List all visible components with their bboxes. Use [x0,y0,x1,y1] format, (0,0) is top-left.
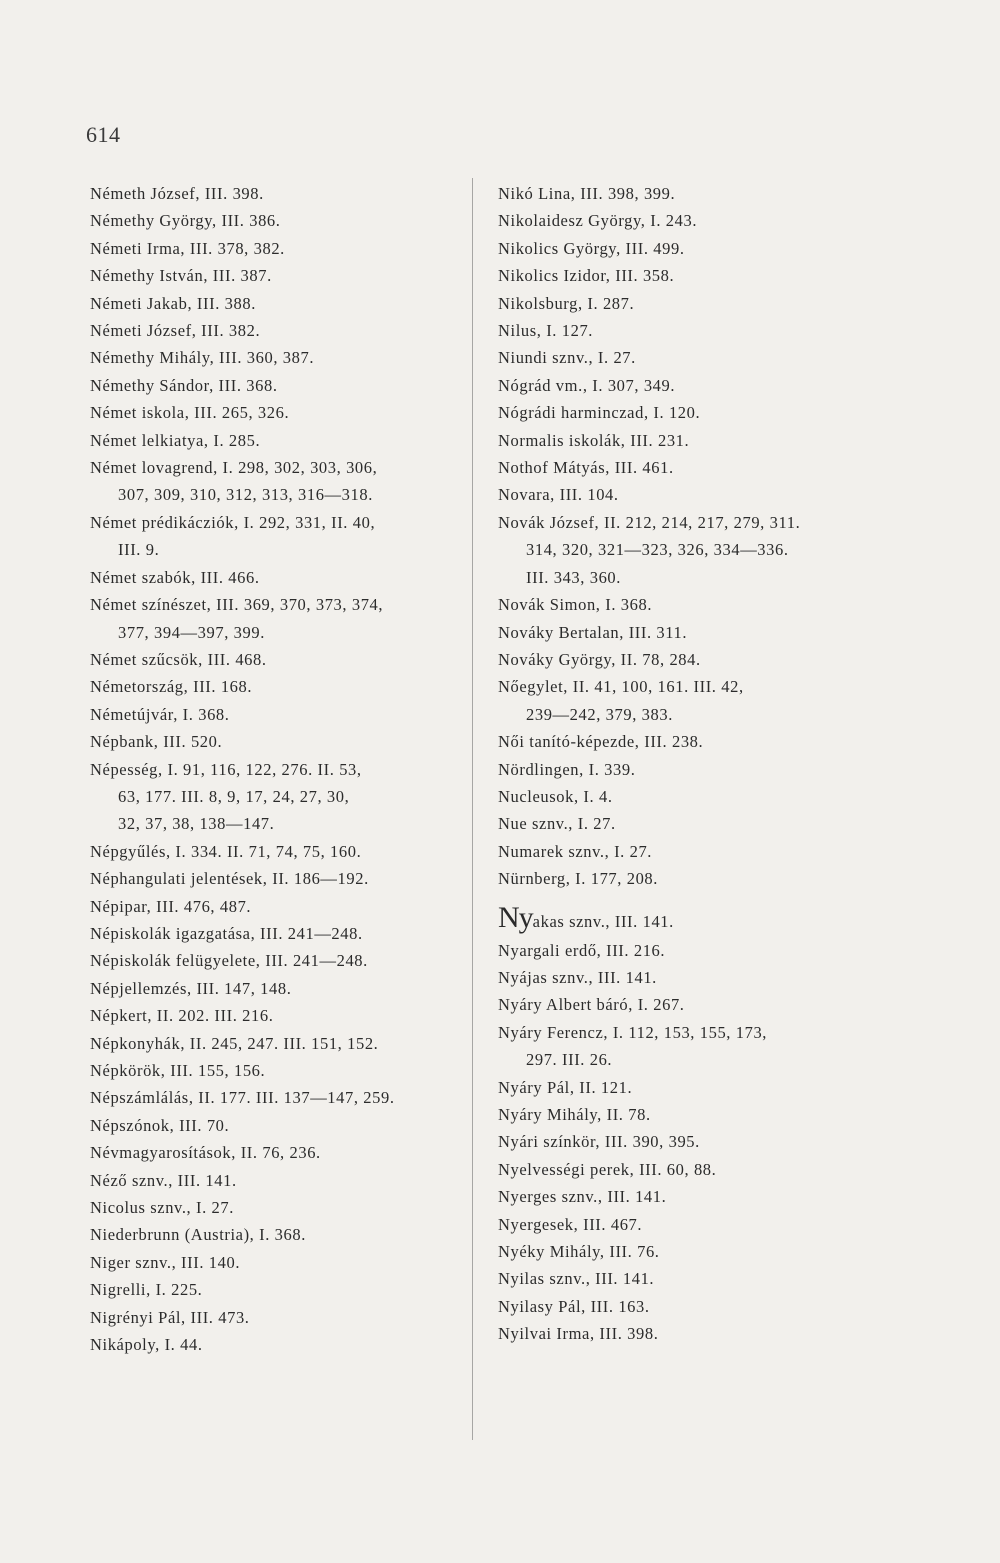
entry-line: Nőegylet, II. 41, 100, 161. III. 42, [498,677,744,697]
index-entry [90,920,462,947]
entry-line: Népesség, I. 91, 116, 122, 276. II. 53, [90,759,362,779]
entry-line: Nothof Mátyás, III. 461. [498,458,674,478]
entry-line: Németújvár, I. 368. [90,704,230,724]
index-entry [498,865,878,892]
entry-continuation-line: 63, 177. III. 8, 9, 17, 24, 27, 30, [118,786,350,806]
index-entry [498,427,878,454]
index-entry [90,1084,462,1111]
index-entry [90,1002,462,1029]
index-entry [498,991,878,1018]
index-entry [498,1128,878,1155]
entry-line: Nördlingen, I. 339. [498,759,636,779]
index-entry [90,1030,462,1057]
index-entry [498,783,878,810]
index-entry [90,1249,462,1276]
index-entry [90,1057,462,1084]
entry-continuation-line: 314, 320, 321—323, 326, 334—336. [526,540,789,560]
entry-line: Néphangulati jelentések, II. 186—192. [90,869,369,889]
entry-continuation-line: 377, 394—397, 399. [118,622,265,642]
index-entry [498,1101,878,1128]
entry-line: Niederbrunn (Austria), I. 368. [90,1225,306,1245]
index-entry [498,235,878,262]
entry-line: Német iskola, III. 265, 326. [90,403,290,423]
entry-line: Névmagyarosítások, II. 76, 236. [90,1143,321,1163]
entry-line: Némethy György, III. 386. [90,211,281,231]
entry-line: Nigrelli, I. 225. [90,1280,203,1300]
entry-line: Nováky György, II. 78, 284. [498,649,701,669]
entry-line: Nicolus sznv., I. 27. [90,1198,234,1218]
entry-line: Népgyűlés, I. 334. II. 71, 74, 75, 160. [90,841,362,861]
entry-line: Német színészet, III. 369, 370, 373, 374, [90,595,384,615]
index-entry [90,1331,462,1358]
entry-line: Népkörök, III. 155, 156. [90,1061,266,1080]
index-entry [90,454,462,509]
index-entry [90,673,462,700]
index-entry [498,900,878,937]
entry-line: Népjellemzés, III. 147, 148. [90,978,292,998]
index-entry [498,1019,878,1074]
entry-line: Nyilasy Pál, III. 163. [498,1296,650,1316]
entry-line: Nógrádi harminczad, I. 120. [498,403,701,423]
entry-line: Némethy Sándor, III. 368. [90,375,278,395]
entry-line: Néző sznv., III. 141. [90,1170,237,1190]
index-entry [498,1183,878,1210]
index-entry [498,372,878,399]
entry-line: Nikolsburg, I. 287. [498,293,635,313]
index-entry [498,673,878,728]
index-entry [90,865,462,892]
entry-line: Niundi sznv., I. 27. [498,348,636,368]
entry-line: Nikolaidesz György, I. 243. [498,211,698,231]
index-entry [498,1265,878,1292]
entry-line: Németország, III. 168. [90,677,253,697]
entry-line: Nyáry Pál, II. 121. [498,1077,633,1097]
entry-line: Német szabók, III. 466. [90,567,260,587]
entry-line: Nyári színkör, III. 390, 395. [498,1132,700,1152]
index-column-left [90,180,462,1358]
entry-line [498,900,878,937]
entry-continuation-line: 32, 37, 38, 138—147. [118,814,275,834]
index-entry [498,619,878,646]
index-column-right [498,180,878,1348]
index-entry [498,1156,878,1183]
entry-line: Normalis iskolák, III. 231. [498,430,690,450]
index-entry [90,1276,462,1303]
entry-line: Népkert, II. 202. III. 216. [90,1006,274,1026]
index-entry [498,1074,878,1101]
entry-line: Népszámlálás, II. 177. III. 137—147, 259. [90,1088,395,1108]
index-entry [498,290,878,317]
entry-line: Nigrényi Pál, III. 473. [90,1307,250,1327]
page-number: 614 [86,122,121,147]
index-entry [90,509,462,564]
entry-line: Nyáry Mihály, II. 78. [498,1105,651,1124]
entry-line: Nyáry Ferencz, I. 112, 153, 155, 173, [498,1022,768,1042]
entry-line: Népszónok, III. 70. [90,1115,230,1135]
entry-line: Nyargali erdő, III. 216. [498,940,666,960]
entry-line: Német szűcsök, III. 468. [90,649,267,669]
index-entry [90,1139,462,1166]
entry-line: Nyéky Mihály, III. 76. [498,1242,660,1262]
entry-line: Népipar, III. 476, 487. [90,896,252,916]
index-entry [498,810,878,837]
entry-line: Németi Irma, III. 378, 382. [90,238,285,258]
index-entry [498,756,878,783]
entry-continuation-line: III. 9. [118,540,160,560]
entry-line: Nilus, I. 127. [498,321,594,341]
entry-continuation-line: III. 343, 360. [526,567,622,587]
entry-continuation-line: 239—242, 379, 383. [526,704,673,724]
entry-line: Nyilas sznv., III. 141. [498,1269,655,1289]
index-entry [498,838,878,865]
index-entry [90,838,462,865]
entry-line: Nyilvai Irma, III. 398. [498,1324,659,1344]
index-entry [90,591,462,646]
index-entry [498,399,878,426]
index-entry [90,1112,462,1139]
entry-line: Nikápoly, I. 44. [90,1335,203,1355]
entry-line: Nue sznv., I. 27. [498,814,616,834]
index-entry [90,1221,462,1248]
entry-line: Nyerges sznv., III. 141. [498,1187,667,1207]
entry-line: Németh József, III. 398. [90,184,264,203]
entry-line: Női tanító-képezde, III. 238. [498,732,704,752]
entry-line: Nógrád vm., I. 307, 349. [498,375,676,395]
index-entry [90,290,462,317]
index-entry [498,509,878,591]
index-entry [498,728,878,755]
index-entry [498,1238,878,1265]
entry-line: Népbank, III. 520. [90,732,223,752]
index-entry [498,262,878,289]
index-entry [90,701,462,728]
entry-line: Népiskolák igazgatása, III. 241—248. [90,923,363,943]
index-entry [90,975,462,1002]
index-entry [90,646,462,673]
entry-line: Nikó Lina, III. 398, 399. [498,184,676,203]
entry-line: Novák József, II. 212, 214, 217, 279, 311. [498,512,801,532]
entry-line: Niger sznv., III. 140. [90,1252,241,1272]
index-entry [498,454,878,481]
index-entry [90,427,462,454]
entry-line: Némethy Mihály, III. 360, 387. [90,348,315,368]
index-entry [90,262,462,289]
entry-continuation-line: 307, 309, 310, 312, 313, 316—318. [118,485,373,505]
entry-line: Nyájas sznv., III. 141. [498,967,657,987]
entry-line: Nováky Bertalan, III. 311. [498,622,688,642]
entry-line: Nucleusok, I. 4. [498,786,613,806]
index-entry [90,344,462,371]
entry-line: Némethy István, III. 387. [90,266,272,286]
index-entry [90,564,462,591]
entry-line: Nyergesek, III. 467. [498,1214,643,1234]
index-entry [498,1293,878,1320]
index-entry [498,481,878,508]
entry-line: Nürnberg, I. 177, 208. [498,869,658,889]
entry-line: Németi József, III. 382. [90,321,261,341]
entry-line: Novara, III. 104. [498,485,619,505]
index-entry [90,947,462,974]
entry-line: Népiskolák felügyelete, III. 241—248. [90,951,368,971]
entry-line: Német prédikácziók, I. 292, 331, II. 40, [90,512,376,532]
section-initial-letter: Ny [498,900,533,934]
index-entry [90,180,462,207]
index-entry [498,317,878,344]
entry-line: Német lovagrend, I. 298, 302, 303, 306, [90,458,378,478]
entry-line: Népkonyhák, II. 245, 247. III. 151, 152. [90,1033,379,1053]
index-entry [90,893,462,920]
entry-line: Nyelvességi perek, III. 60, 88. [498,1159,717,1179]
index-entry [498,591,878,618]
index-entry [498,207,878,234]
index-entry [90,1194,462,1221]
index-entry [90,728,462,755]
index-entry [498,937,878,964]
index-entry [498,180,878,207]
entry-line: Németi Jakab, III. 388. [90,293,256,313]
column-divider [472,178,473,1440]
index-entry [498,1320,878,1347]
entry-line: Numarek sznv., I. 27. [498,841,653,861]
index-entry [90,317,462,344]
index-entry [498,964,878,991]
entry-line: Nikolics György, III. 499. [498,238,685,258]
index-entry [90,1304,462,1331]
index-entry [90,372,462,399]
index-entry [498,646,878,673]
entry-line: Német lelkiatya, I. 285. [90,430,261,450]
index-entry [498,344,878,371]
index-entry [90,399,462,426]
entry-line: Nyáry Albert báró, I. 267. [498,995,685,1015]
entry-continuation-line: 297. III. 26. [526,1050,613,1070]
entry-text: akas sznv., III. 141. [532,911,674,931]
entry-line: Novák Simon, I. 368. [498,595,653,615]
index-entry [90,235,462,262]
index-entry [90,207,462,234]
entry-line: Nikolics Izidor, III. 358. [498,266,675,286]
index-entry [90,1167,462,1194]
index-entry [90,756,462,838]
index-entry [498,1211,878,1238]
